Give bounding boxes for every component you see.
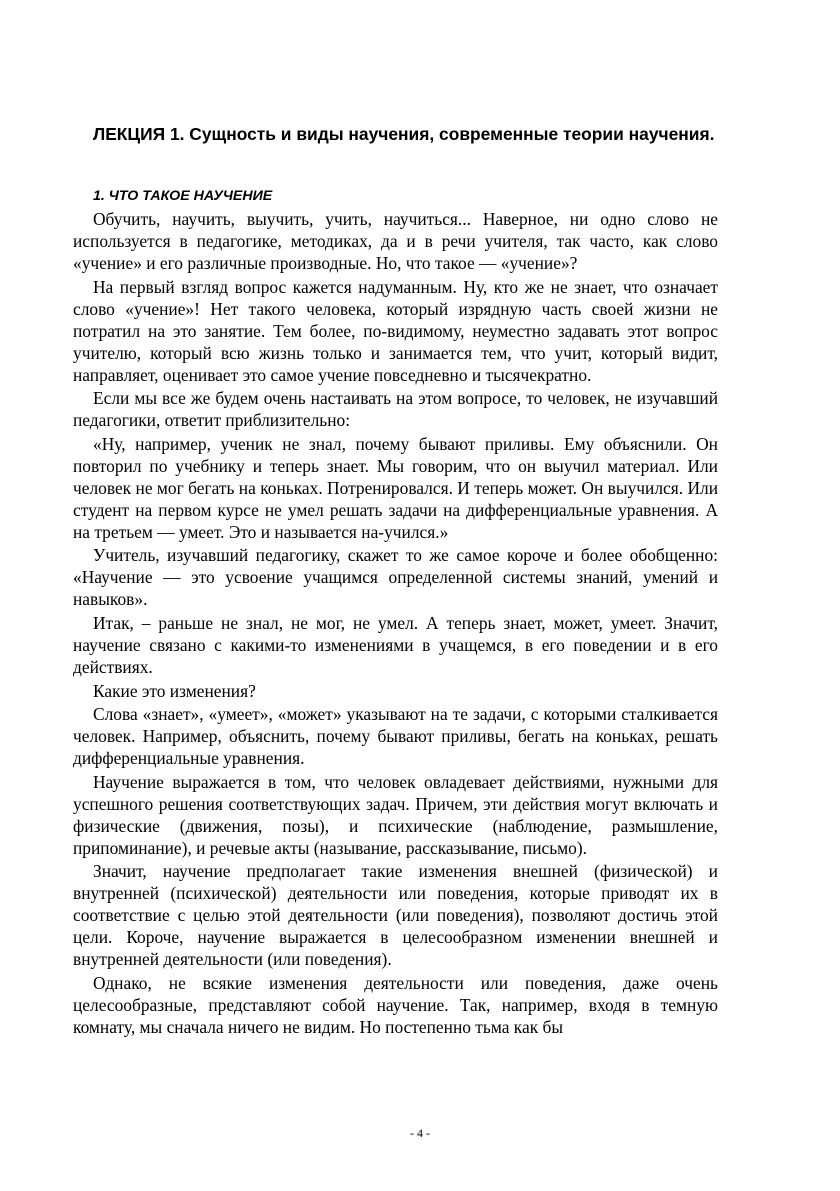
- paragraph: Какие это изменения?: [93, 680, 256, 701]
- paragraph: Учитель, изучавший педагогику, скажет то же самое короче и более обобщенно: «Научение — это усвоение учащимся определенной системы знаний, умений и навыков».: [73, 545, 718, 610]
- paragraph: «Ну, например, ученик не знал, почему бывают приливы. Ему объяснили. Он повторил по учебнику и теперь знает. Мы говорим, что он выучил материал. Или человек не мог бегать на коньках. Потренировался. И теперь может. Он выучился. Или студент на первом курсе не умел решать задачи на дифференциальные уравнения. А на третьем — умеет. Это и называется на-учился.»: [73, 433, 718, 542]
- paragraph: На первый взгляд вопрос кажется надуманным. Ну, кто же не знает, что означает слово «учение»! Нет такого человека, который изрядную часть своей жизни не потратил на это занятие. Тем более, по-видимому, неуместно задавать этот вопрос учителю, который всю жизнь только и занимается тем, что учит, который видит, направляет, оценивает это самое учение повседневно и тысячекратно.: [73, 276, 718, 385]
- lecture-title: ЛЕКЦИЯ 1. Сущность и виды научения, современные теории научения.: [93, 124, 715, 144]
- paragraph: Обучить, научить, выучить, учить, научиться... Наверное, ни одно слово не используется в педагогике, методиках, да и в речи учителя, так часто, как слово «учение» и его различные производные. Но, что такое — «учение»?: [73, 209, 718, 273]
- paragraph: Итак, – раньше не знал, не мог, не умел. А теперь знает, может, умеет. Значит, научение связано с какими-то изменениями в учащемся, в его поведении и в его действиях.: [73, 612, 718, 677]
- page-number: - 4 -: [410, 1126, 430, 1140]
- paragraph: Если мы все же будем очень настаивать на этом вопросе, то человек, не изучавший педагогики, ответит приблизительно:: [73, 388, 718, 431]
- paragraph: Однако, не всякие изменения деятельности или поведения, даже очень целесообразные, представляют собой научение. Так, например, входя в темную комнату, мы сначала ничего не видим. Но постепенно тьма как бы: [73, 972, 718, 1037]
- paragraph: Научение выражается в том, что человек овладевает действиями, нужными для успешного решения соответствующих задач. Причем, эти действия могут включать и физические (движения, позы), и психические (наблюдение, размышление, припоминание), и речевые акты (называние, рассказывание, письмо).: [73, 771, 718, 858]
- paragraph: Значит, научение предполагает такие изменения внешней (физической) и внутренней (психической) деятельности или поведения, которые приводят их в соответствие с целью этой деятельности (или поведения), позволяют достичь этой цели. Короче, научение выражается в целесообразном изменении внешней и внутренней деятельности (или поведения).: [73, 861, 718, 970]
- section-title: 1. ЧТО ТАКОЕ НАУЧЕНИЕ: [93, 188, 273, 204]
- body-text: [73, 208, 718, 1040]
- paragraph: Слова «знает», «умеет», «может» указывают на те задачи, с которыми сталкивается человек. Например, объяснить, почему бывают приливы, бегать на коньках, решать дифференциальные уравнения.: [73, 704, 718, 769]
